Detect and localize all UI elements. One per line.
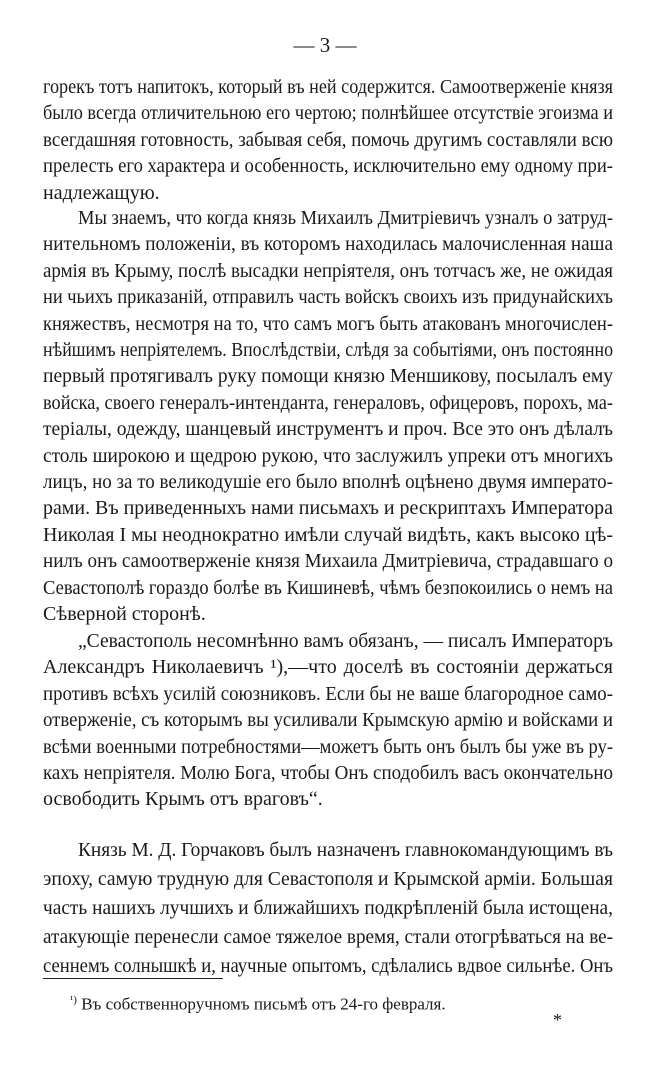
text-line: Мы знаемъ, что когда князь Михаилъ Дмитріевичъ узналъ о затруд-: [78, 207, 613, 229]
text-line: войска, своего генералъ-интенданта, генераловъ, офицеровъ, порохъ, ма-: [43, 391, 613, 414]
text-line: горекъ тотъ напитокъ, который въ ней содержится. Самоотверженіе князя: [43, 76, 613, 98]
text-line: всѣми военными потребностями—можетъ быть онъ былъ бы уже въ ру-: [43, 735, 613, 758]
text-line: противъ всѣхъ усилій союзниковъ. Если бы не ваше благородное само-: [43, 682, 613, 705]
text-line: Князь М. Д. Горчаковъ былъ назначенъ главнокомандующимъ въ: [78, 839, 613, 861]
text-line: отверженіе, съ которымъ вы усиливали Крымскую армію и войсками и: [43, 709, 613, 732]
text-line: первый протягивалъ руку помощи князю Меншикову, посылалъ ему: [43, 365, 613, 388]
text-line: Александръ Николаевичъ ¹),—что доселѣ въ состояніи держаться: [43, 656, 613, 679]
text-line: Сѣверной сторонѣ.: [43, 603, 206, 625]
footnote-rule: [43, 978, 223, 979]
text-line: столь широкою и щедрою рукою, что заслужилъ упреки отъ многихъ: [43, 444, 613, 467]
text-line: теріалы, одежду, шанцевый инструментъ и проч. Все это онъ дѣлалъ: [43, 418, 613, 441]
text-line: сеннемъ солнышкѣ и, научные опытомъ, сдѣлались вдвое сильнѣе. Онъ: [43, 955, 613, 977]
text-line: Николая I мы неоднократно имѣли случай видѣть, какъ высоко цѣ-: [43, 523, 613, 546]
footnote-text: Въ собственноручномъ письмѣ отъ 24-го февраля.: [81, 994, 446, 1014]
text-line: Севастополѣ гораздо болѣе въ Кишиневѣ, чѣмъ безпокоились о немъ на: [43, 576, 613, 599]
text-line: лицъ, но за то великодушіе его было вполнѣ оцѣнено двумя императо-: [43, 471, 613, 493]
text-line: рами. Въ приведенныхъ нами письмахъ и рескриптахъ Императора: [43, 497, 613, 520]
text-line: ни чьихъ приказаній, отправилъ часть войскъ своихъ изъ придунайскихъ: [43, 286, 613, 309]
text-line: прелесть его характера и особенность, исключительно ему одному при-: [43, 155, 613, 178]
text-line: кахъ непріятеля. Молю Бога, чтобы Онъ сподобилъ васъ окончательно: [43, 762, 613, 784]
page-number: — 3 —: [293, 33, 357, 57]
text-line: „Севастополь несомнѣнно вамъ обязанъ, — писалъ Императоръ: [78, 630, 613, 652]
text-line: нѣйшимъ непріятелемъ. Впослѣдствіи, слѣдя за событіями, онъ постоянно: [43, 339, 613, 361]
text-line: часть нашихъ лучшихъ и ближайшихъ подкрѣпленій была истощена,: [43, 897, 613, 919]
text-line: нительномъ положеніи, въ которомъ находилась малочисленная наша: [43, 233, 613, 256]
text-line: нилъ онъ самоотверженіе князя Михаила Дмитріевича, страдавшаго о: [43, 550, 613, 573]
text-line: освободить Крымъ отъ враговъ“.: [43, 788, 323, 811]
text-line: армія въ Крыму, послѣ высадки непріятеля, онъ тотчасъ же, не ожидая: [43, 259, 613, 282]
text-line: атакующіе перенесли самое тяжелое время, стали отогрѣваться на ве-: [43, 926, 613, 948]
footnote: [70, 994, 446, 1015]
text-line: надлежащую.: [43, 181, 160, 204]
text-line: эпоху, самую трудную для Севастополя и Крымской арміи. Большая: [43, 868, 613, 890]
footnote-marker: ¹): [70, 994, 77, 1006]
signature-mark: *: [553, 1010, 562, 1030]
text-line: было всегда отличительною его чертою; полнѣйшее отсутствіе эгоизма и: [43, 102, 613, 125]
text-line: всегдашняя готовность, забывая себя, помочь другимъ составляли всю: [43, 128, 613, 151]
text-line: княжествъ, несмотря на то, что самъ могъ быть атакованъ многочислен-: [43, 312, 613, 335]
